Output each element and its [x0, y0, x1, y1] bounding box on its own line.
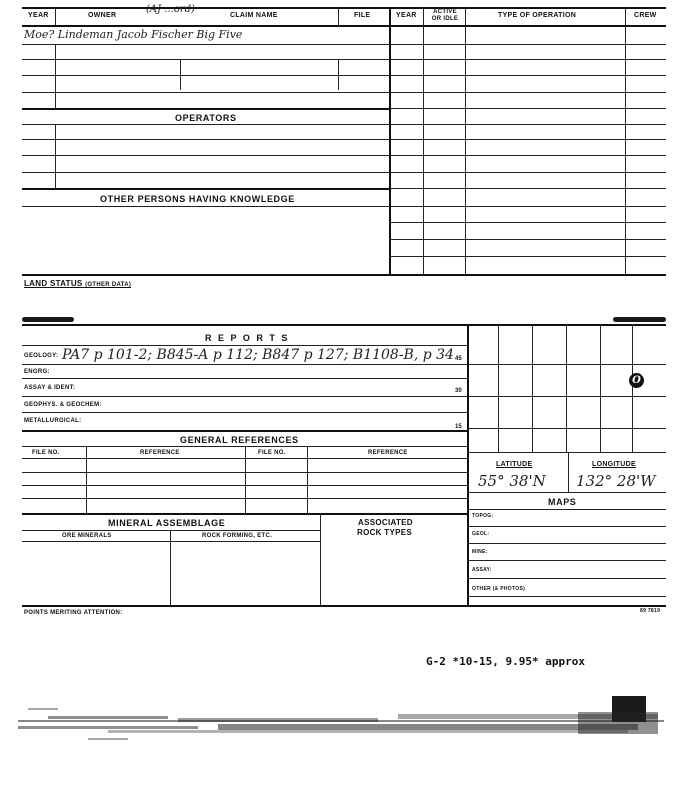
circled-mark: O: [629, 373, 644, 388]
row-line: [468, 560, 666, 561]
row-line: [391, 239, 666, 240]
points-meriting-attention: POINTS MERITING ATTENTION:: [24, 610, 123, 616]
row-line: [391, 59, 666, 60]
grid-line: [498, 324, 499, 452]
mineral-assemblage-title: MINERAL ASSEMBLAGE: [108, 518, 226, 528]
latitude-value: 55° 38'N: [478, 472, 546, 490]
active-idle-header: ACTIVE OR IDLE: [431, 9, 459, 22]
geophys-label: GEOPHYS. & GEOCHEM:: [24, 402, 102, 408]
file-header: FILE: [354, 12, 371, 19]
divider: [245, 446, 246, 513]
row-line: [468, 596, 666, 597]
row-line: [391, 92, 666, 93]
maps-topog: TOPOG:: [472, 513, 494, 519]
divider: [86, 446, 87, 513]
row-line: [22, 430, 467, 432]
crew-header: CREW: [634, 12, 657, 19]
row-line: [22, 139, 389, 140]
land-status-label: [24, 279, 131, 288]
operators-title: OPERATORS: [175, 113, 237, 123]
row-line: [22, 541, 320, 542]
scale-number: 45: [455, 356, 462, 362]
form-number: 89 7819: [640, 608, 661, 614]
row-line: [22, 396, 467, 397]
top-border: [22, 7, 666, 9]
year-header: YEAR: [28, 12, 49, 19]
row-line: [391, 222, 666, 223]
row-line: [22, 59, 389, 60]
grid-line: [532, 324, 533, 452]
claim-name-header: CLAIM NAME: [230, 12, 278, 19]
engrg-label: ENGRG:: [24, 369, 50, 375]
land-status-sub: (OTHER DATA): [85, 282, 132, 288]
divider: [423, 7, 424, 275]
type-of-operation-header: TYPE OF OPERATION: [498, 12, 577, 19]
row-line: [391, 172, 666, 173]
row-line: [391, 124, 666, 125]
row-line: [391, 75, 666, 76]
land-status-text: LAND STATUS: [24, 279, 83, 288]
row-line: [22, 44, 389, 45]
ref-col-reference: REFERENCE: [140, 450, 180, 456]
maps-mine: MINE:: [472, 549, 488, 555]
section-border: [22, 188, 389, 190]
divider: [307, 446, 308, 513]
row-line: [22, 412, 467, 413]
row-line: [468, 578, 666, 579]
row-line: [391, 188, 666, 189]
row-line: [22, 345, 467, 346]
divider: [320, 513, 321, 606]
row-line: [22, 124, 389, 125]
ore-minerals-label: ORE MINERALS: [62, 533, 112, 539]
row-line: [468, 509, 666, 510]
reports-title: R E P O R T S: [205, 333, 290, 343]
longitude-value: 132° 28'W: [576, 472, 656, 490]
divider: [465, 7, 466, 275]
ref-col-file-no-2: FILE NO.: [258, 450, 286, 456]
row-line: [468, 543, 666, 544]
grid-line: [468, 428, 666, 429]
geology-label: GEOLOGY:: [24, 353, 59, 359]
row-line: [22, 75, 389, 76]
row-line: [22, 172, 389, 173]
row-line: [391, 44, 666, 45]
typed-note: G-2 *10-15, 9.95* approx: [426, 655, 585, 668]
year2-header: YEAR: [396, 12, 417, 19]
smudge: [613, 317, 666, 322]
divider: [568, 452, 569, 492]
row-line: [22, 513, 467, 515]
metallurgical-label: METALLURGICAL:: [24, 418, 82, 424]
scale-number: 15: [455, 424, 462, 430]
header-bottom-border: [22, 25, 666, 27]
grid-line: [468, 396, 666, 397]
row-line: [22, 206, 389, 207]
divider: [180, 60, 181, 90]
reports-top-border: [22, 324, 666, 326]
row-line: [391, 206, 666, 207]
scale-number: 30: [455, 388, 462, 394]
maps-title: MAPS: [548, 497, 577, 507]
row-line: [22, 92, 389, 93]
ref-col-reference-2: REFERENCE: [368, 450, 408, 456]
longitude-label: LONGITUDE: [592, 461, 636, 468]
other-persons-title: OTHER PERSONS HAVING KNOWLEDGE: [100, 194, 295, 204]
row-line: [391, 139, 666, 140]
main-vertical-divider: [389, 7, 391, 275]
ref-col-file-no: FILE NO.: [32, 450, 60, 456]
row-line: [468, 492, 666, 493]
assay-label: ASSAY & IDENT:: [24, 385, 76, 391]
divider: [625, 7, 626, 275]
row-line: [22, 364, 467, 365]
reports-right-divider: [467, 324, 469, 606]
upper-block-bottom-border: [22, 274, 666, 276]
scan-noise-band: [18, 700, 664, 746]
divider: [170, 530, 171, 606]
geology-references-handwritten: PA7 p 101-2; B845-A p 112; B847 p 127; B1108-B, p 34: [62, 347, 454, 363]
owner-entry-handwritten: Moe? Lindeman Jacob Fischer Big Five: [24, 28, 243, 41]
divider: [55, 124, 56, 188]
row-line: [391, 108, 666, 109]
row-line: [22, 378, 467, 379]
divider: [55, 7, 56, 25]
maps-assay: ASSAY:: [472, 567, 492, 573]
latitude-label: LATITUDE: [496, 461, 533, 468]
owner-header: OWNER: [88, 12, 117, 19]
rock-forming-label: ROCK FORMING, ETC.: [202, 533, 273, 539]
maps-geol: GEOL:: [472, 531, 490, 537]
lower-block-bottom-border: [22, 605, 666, 607]
grid-line: [566, 324, 567, 452]
row-line: [468, 526, 666, 527]
grid-line: [468, 364, 666, 365]
general-references-title: GENERAL REFERENCES: [180, 435, 299, 445]
grid-line: [600, 324, 601, 452]
associated-label: ASSOCIATED: [358, 518, 413, 527]
divider: [338, 60, 339, 90]
rock-types-label: ROCK TYPES: [357, 528, 413, 537]
row-line: [22, 155, 389, 156]
grid-line: [632, 324, 633, 452]
row-line: [391, 155, 666, 156]
smudge: [22, 317, 74, 322]
owner-handwritten-note: (AJ ...ord): [146, 4, 195, 15]
row-line: [391, 256, 666, 257]
section-border: [22, 108, 389, 110]
divider: [55, 44, 56, 108]
maps-other: OTHER (& PHOTOS): [472, 586, 526, 592]
row-line: [468, 452, 666, 453]
row-line: [22, 530, 320, 531]
divider: [338, 7, 339, 25]
